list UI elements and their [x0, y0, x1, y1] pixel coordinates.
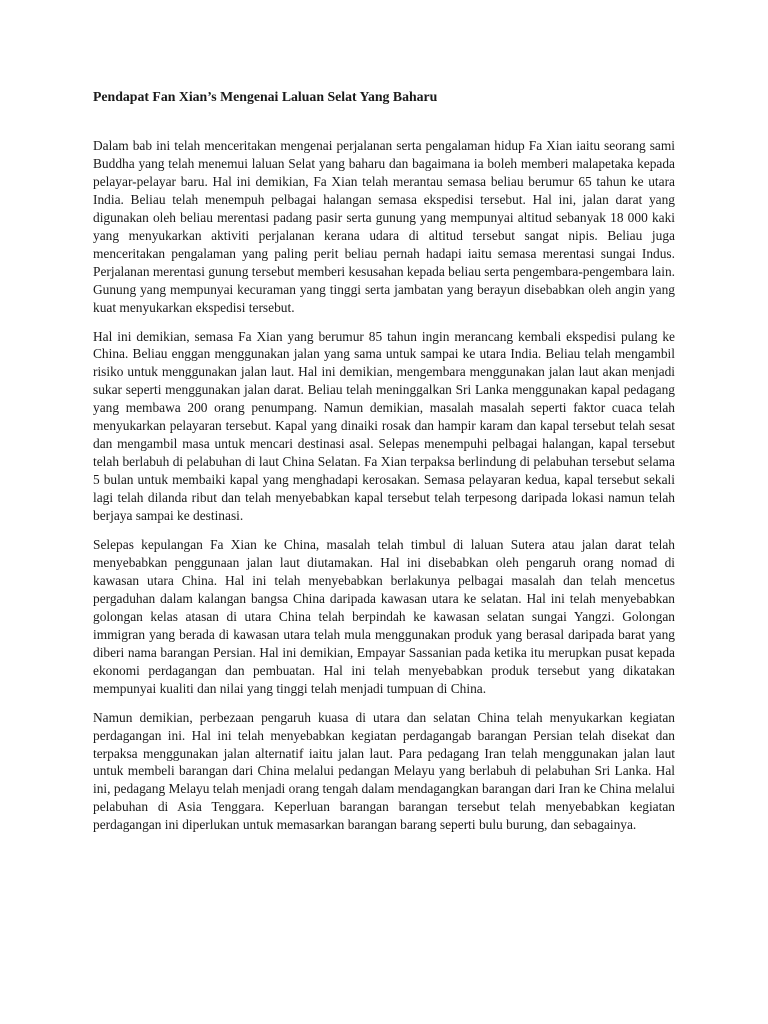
paragraph-2: Hal ini demikian, semasa Fa Xian yang berumur 85 tahun ingin merancang kembali ekspedisi pulang ke China. Beliau enggan menggunakan jalan yang sama untuk sampai ke utara India. Beliau telah mengambil risiko untuk menggunakan jalan laut. Hal ini demikian, mengembara menggunakan jalan laut akan menjadi sukar seperti menggunakan jalan darat. Beliau telah meninggalkan Sri Lanka menggunakan kapal pedagang yang membawa 200 orang penumpang. Namun demikian, masalah masalah seperti faktor cuaca telah menyukarkan pelayaran tersebut. Kapal yang dinaiki rosak dan hampir karam dan kapal tersebut telah sesat dan mengambil masa untuk mencari destinasi asal. Selepas menempuhi pelbagai halangan, kapal tersebut telah berlabuh di pelabuhan di laut China Selatan. Fa Xian terpaksa berlindung di pelabuhan tersebut selama 5 bulan untuk membaiki kapal yang menghadapi kerosakan. Semasa pelayaran kedua, kapal tersebut sekali lagi telah dilanda ribut dan telah menyebabkan kapal tersebut telah terpesong daripada lokasi namun telah berjaya sampai ke destinasi. — [93, 328, 675, 524]
document-title: Pendapat Fan Xian’s Mengenai Laluan Selat Yang Baharu — [93, 89, 438, 104]
paragraph-3: Selepas kepulangan Fa Xian ke China, masalah telah timbul di laluan Sutera atau jalan darat telah menyebabkan penggunaan jalan laut diutamakan. Hal ini disebabkan oleh pengaruh orang nomad di kawasan utara China. Hal ini telah menyebabkan berlakunya pelbagai masalah dan telah mencetus pergaduhan dalam kalangan bangsa China daripada kawasan utara ke selatan. Hal ini telah menyebabkan golongan kelas atasan di utara China telah berpindah ke kawasan selatan sungai Yangzi. Golongan immigran yang berada di kawasan utara telah mula menggunakan produk yang berasal daripada barat yang diberi nama barangan Persian. Hal ini demikian, Empayar Sassanian pada ketika itu merupkan pusat kepada ekonomi perdagangan dan pembuatan. Hal ini telah menyebabkan produk tersebut yang dikatakan mempunyai kualiti dan nilai yang tinggi telah menjadi tumpuan di China. — [93, 537, 675, 696]
paragraph-4: Namun demikian, perbezaan pengaruh kuasa di utara dan selatan China telah menyukarkan kegiatan perdagangan ini. Hal ini telah menyebabkan kegiatan perdagangab barangan Persian telah disekat dan terpaksa menggunakan jalan alternatif iaitu jalan laut. Para pedagang Iran telah menggunakan jalan laut untuk membeli barangan dari China melalui pedangan Melayu yang berlabuh di pelabuhan Sri Lanka. Hal ini, pedagang Melayu telah menjadi orang tengah dalam mendagangkan barangan dari Iran ke China melalui pelabuhan di Asia Tenggara. Keperluan barangan barangan tersebut telah menyebabkan kegiatan perdagangan ini diperlukan untuk memasarkan barangan barang seperti bulu burung, dan sebagainya. — [93, 709, 675, 833]
document-body — [93, 88, 675, 845]
paragraph-1: Dalam bab ini telah menceritakan mengenai perjalanan serta pengalaman hidup Fa Xian iaitu seorang sami Buddha yang telah menemui laluan Selat yang baharu dan bagaimana ia boleh memberi malapetaka kepada pelayar-pelayar baru. Hal ini demikian, Fa Xian telah merantau semasa beliau berumur 65 tahun ke utara India. Beliau telah menempuh pelbagai halangan semasa ekspedisi tersebut. Hal ini, jalan darat yang digunakan oleh beliau merentasi padang pasir serta gunung yang mempunyai altitud sebanyak 18 000 kaki yang menyukarkan aktiviti perjalanan kerana udara di altitud tersebut sangat nipis. Beliau juga menceritakan pengalaman yang paling perit beliau pernah hadapi iaitu semasa merentasi sungai Indus. Perjalanan merentasi gunung tersebut memberi kesusahan kepada beliau serta pengembara-pengembara lain. Gunung yang mempunyai kecuraman yang tinggi serta jambatan yang berayun disebabkan oleh angin yang kuat menyukarkan ekspedisi tersebut. — [93, 138, 675, 315]
